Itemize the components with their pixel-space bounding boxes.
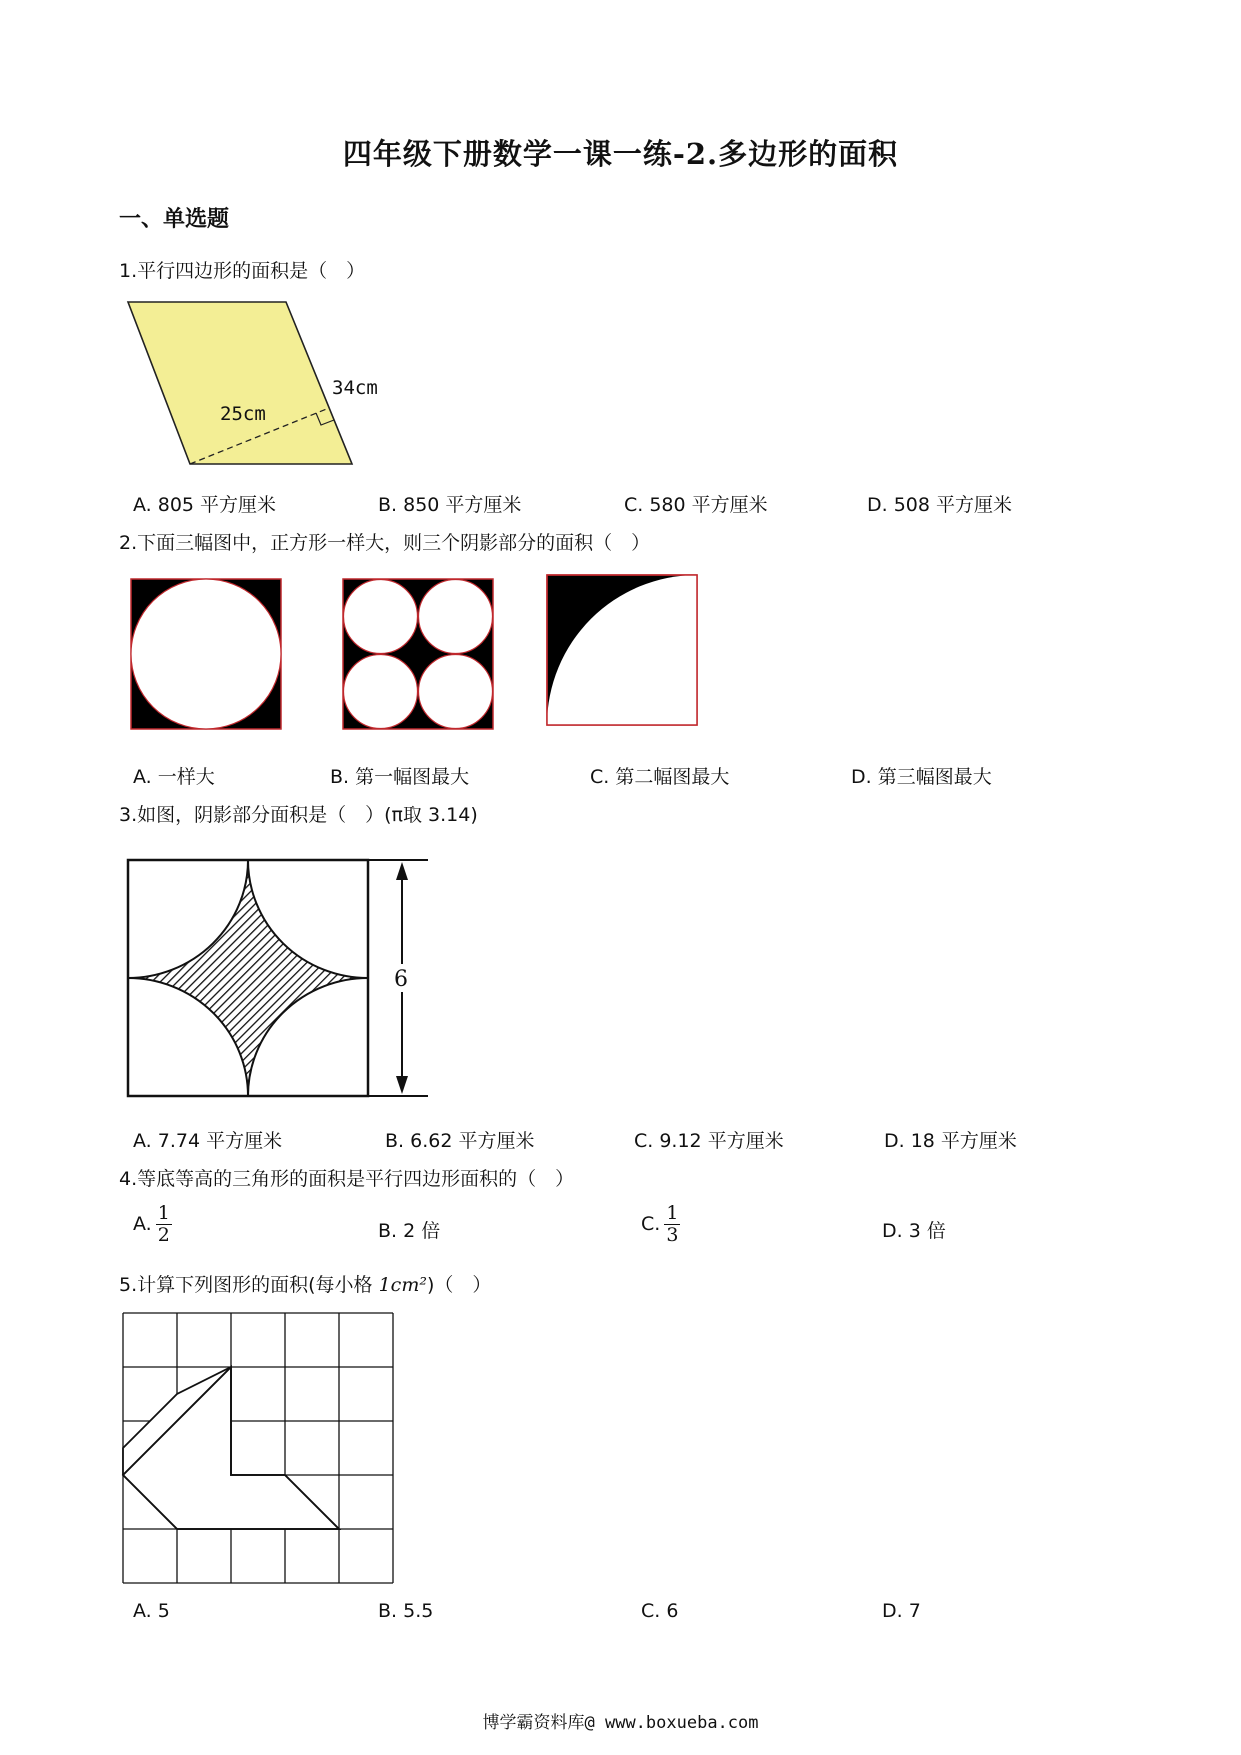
small-circle-3 (344, 655, 418, 729)
q1-option-a[interactable]: A. 805 平方厘米 (133, 494, 277, 516)
parallelogram-figure (118, 296, 398, 476)
q3-option-b[interactable]: B. 6.62 平方厘米 (385, 1130, 535, 1152)
fraction-one-third (664, 1204, 680, 1245)
q2-option-c[interactable]: C. 第二幅图最大 (590, 766, 730, 788)
q4-option-a-prefix: A. (133, 1213, 152, 1235)
q2-option-b[interactable]: B. 第一幅图最大 (330, 766, 470, 788)
parallelogram-shape (128, 302, 352, 464)
dimension-label: 6 (394, 967, 408, 992)
question-3-stem: 3.如图，阴影部分面积是（ ）(π取 3.14) (119, 804, 478, 826)
question-5-stem-prefix: 5.计算下列图形的面积(每小格 (119, 1274, 373, 1296)
unit-cell-area: 1cm² (378, 1274, 427, 1296)
q4-option-d[interactable]: D. 3 倍 (882, 1220, 946, 1242)
q5-option-d[interactable]: D. 7 (882, 1600, 921, 1622)
q1-option-d[interactable]: D. 508 平方厘米 (867, 494, 1013, 516)
inscribed-circle (131, 579, 281, 729)
fraction-denominator: 2 (157, 1224, 170, 1246)
q3-option-c[interactable]: C. 9.12 平方厘米 (634, 1130, 784, 1152)
page-footer: 博学霸资料库@ www.boxueba.com (482, 1713, 759, 1733)
question-2-stem: 2.下面三幅图中，正方形一样大，则三个阴影部分的面积（ ） (119, 532, 651, 554)
question-5-stem-suffix: )（ ） (426, 1274, 492, 1296)
q3-option-d[interactable]: D. 18 平方厘米 (884, 1130, 1017, 1152)
q5-option-c[interactable]: C. 6 (641, 1600, 679, 1622)
section-heading: 一、单选题 (119, 207, 230, 232)
q1-option-c[interactable]: C. 580 平方厘米 (624, 494, 768, 516)
question-1-stem: 1.平行四边形的面积是（ ） (119, 260, 366, 282)
q2-option-d[interactable]: D. 第三幅图最大 (851, 766, 992, 788)
q3-option-a[interactable]: A. 7.74 平方厘米 (133, 1130, 283, 1152)
fraction-one-half (156, 1204, 172, 1245)
star-shaded-figure (124, 856, 436, 1100)
q4-option-a[interactable] (133, 1204, 172, 1245)
question-4-stem: 4.等底等高的三角形的面积是平行四边形面积的（ ） (119, 1168, 575, 1190)
square-quarter-circle-figure (546, 574, 698, 726)
q2-option-a[interactable]: A. 一样大 (133, 766, 215, 788)
height-label: 34cm (332, 377, 378, 399)
square-four-circles-figure (342, 578, 494, 730)
q5-option-b[interactable]: B. 5.5 (378, 1600, 434, 1622)
q5-option-a[interactable]: A. 5 (133, 1600, 170, 1622)
q1-option-b[interactable]: B. 850 平方厘米 (378, 494, 522, 516)
page-title: 四年级下册数学一课一练-2.多边形的面积 (342, 137, 899, 171)
square-circle-figure (130, 578, 282, 730)
small-circle-2 (419, 580, 493, 654)
small-circle-4 (419, 655, 493, 729)
fraction-numerator: 1 (666, 1202, 679, 1224)
q4-option-b[interactable]: B. 2 倍 (378, 1220, 441, 1242)
fraction-denominator: 3 (666, 1224, 679, 1246)
base-label: 25cm (220, 403, 266, 425)
fraction-numerator: 1 (157, 1202, 170, 1224)
q4-option-c-prefix: C. (641, 1213, 661, 1235)
grid-shape-figure (121, 1311, 395, 1585)
small-circle-1 (344, 580, 418, 654)
q4-option-c[interactable] (641, 1204, 680, 1245)
question-5-stem (119, 1270, 491, 1297)
